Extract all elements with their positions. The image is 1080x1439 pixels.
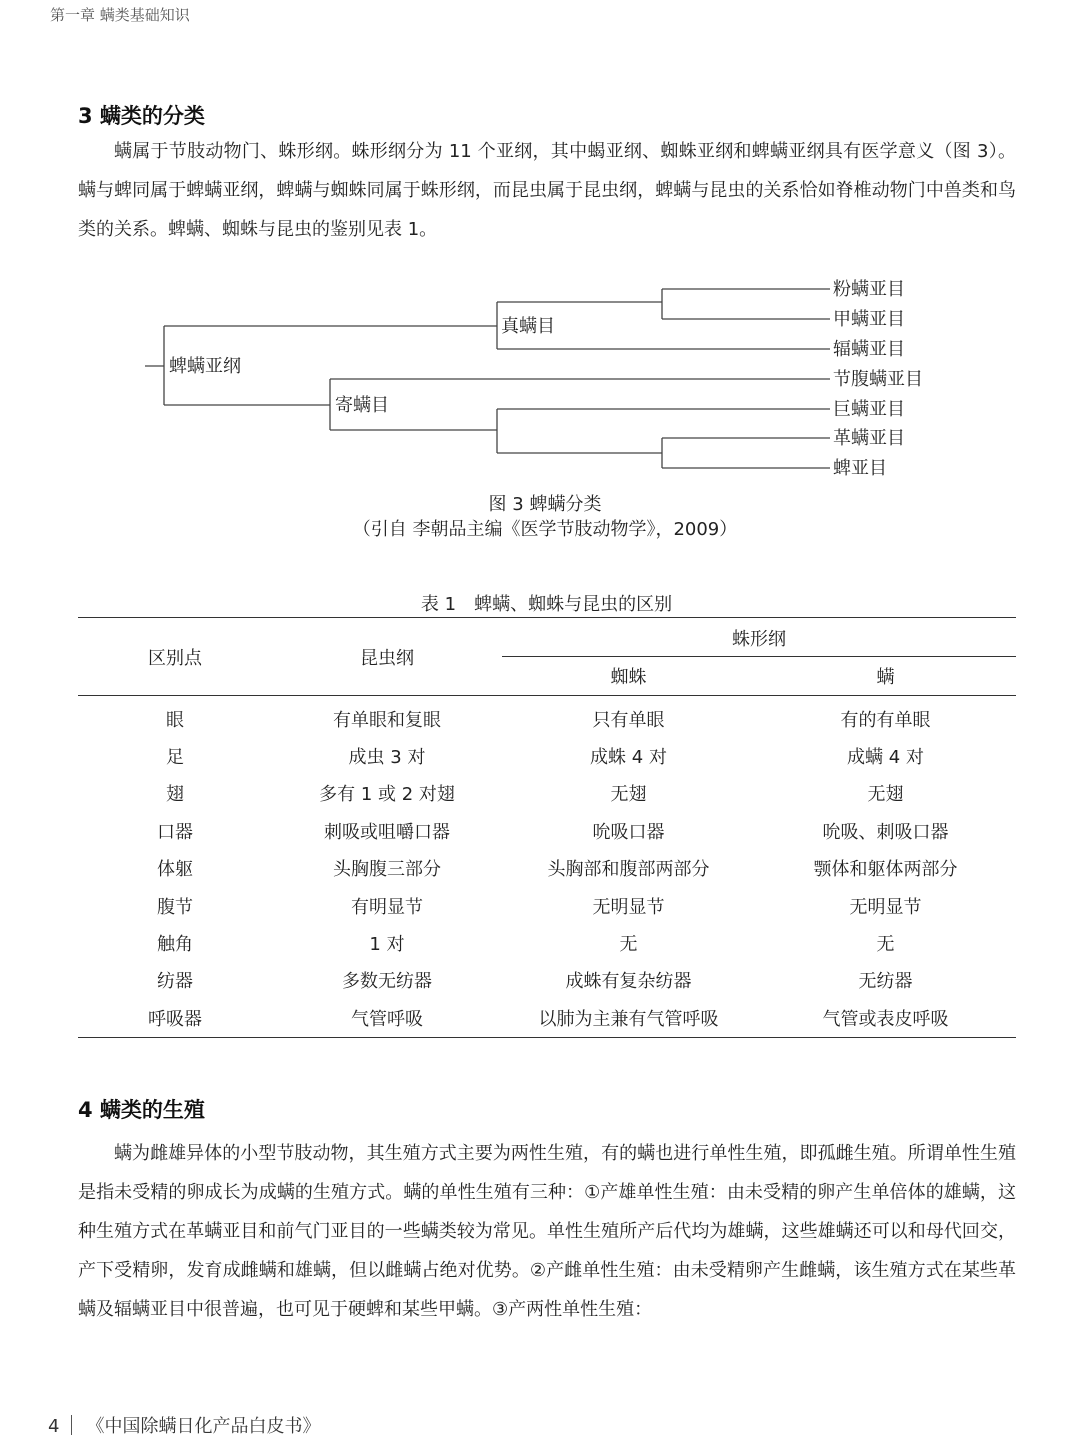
tree-order-1-label: 真螨目	[501, 316, 555, 337]
table-cell: 气管或表皮呼吸	[755, 999, 1016, 1037]
tree-order-2-label: 寄螨目	[335, 395, 389, 416]
tree-leaf-6: 革螨亚目	[833, 428, 905, 449]
table-cell: 颚体和躯体两部分	[813, 859, 958, 881]
table-cell: 无明显节	[592, 896, 665, 918]
tree-leaf-4: 节腹螨亚目	[833, 369, 923, 390]
table-cell: 成虫 3 对	[348, 747, 426, 769]
tree-lines	[145, 289, 830, 468]
section-4-paragraph: 螨为雌雄异体的小型节肢动物，其生殖方式主要为两性生殖，有的螨也进行单性生殖，即孤雌生殖。所谓单性生殖是指未受精的卵成长为成螨的生殖方式。螨的单性生殖有三种：①产雄单性生殖：由未受精的卵产生单倍体的雄螨，这种生殖方式在革螨亚目和前气门亚目的一些螨类较为常见。单性生殖所产后代均为雄螨，这些雄螨还可以和母代回交，产下受精卵，发育成雌螨和雄螨，但以雌螨占绝对优势。②产雌单性生殖：由未受精卵产生雌螨，该生殖方式在某些革螨及辐螨亚目中很普遍，也可见于硬蜱和某些甲螨。③产两性单性生殖：	[78, 1143, 1016, 1320]
figure-caption-source: （引自 李朝品主编《医学节肢动物学》，2009）	[352, 519, 738, 540]
table-cell: 无翅	[610, 784, 647, 806]
book-title: 《中国除螨日化产品白皮书》	[86, 1416, 321, 1437]
classification-tree	[140, 270, 960, 485]
tree-leaf-7: 蜱亚目	[833, 458, 887, 479]
table-cell: 眼	[166, 709, 184, 731]
running-head: 第一章 螨类基础知识	[50, 6, 190, 24]
table-cell: 头胸部和腹部两部分	[547, 859, 710, 881]
tree-leaf-3: 辐螨亚目	[833, 339, 905, 360]
header-mite: 螨	[876, 667, 895, 688]
table-cell: 吮吸口器	[592, 821, 665, 843]
table-cell: 体躯	[157, 859, 193, 881]
table-cell: 纺器	[157, 971, 193, 993]
section-3-paragraph: 螨属于节肢动物门、蛛形纲。蛛形纲分为 11 个亚纲，其中蝎亚纲、蜘蛛亚纲和蜱螨亚纲具有医学意义（图 3）。螨与蜱同属于蜱螨亚纲，蜱螨与蜘蛛同属于蛛形纲，而昆虫属于昆虫纲，蜱螨与昆虫的关系恰如脊椎动物门中兽类和鸟类的关系。蜱螨、蜘蛛与昆虫的鉴别见表 1。	[78, 141, 1016, 240]
table-cell: 吮吸、刺吸口器	[822, 821, 949, 843]
table-cell: 无翅	[867, 784, 904, 806]
table-cell: 有单眼和复眼	[333, 709, 441, 731]
table-cell: 翅	[166, 784, 184, 806]
table-row	[78, 999, 1016, 1037]
table-cell: 1 对	[369, 934, 405, 956]
table-cell: 只有单眼	[592, 709, 665, 731]
tree-leaf-2: 甲螨亚目	[833, 309, 905, 330]
tree-leaf-5: 巨螨亚目	[833, 399, 905, 420]
header-point: 区别点	[148, 647, 202, 669]
table-cell: 有明显节	[351, 896, 423, 918]
table-row	[78, 962, 1016, 999]
table-cell: 口器	[157, 821, 193, 843]
table-row	[78, 775, 1016, 812]
table-cell: 成螨 4 对	[847, 747, 924, 769]
section-4-title: 4 螨类的生殖	[78, 1098, 205, 1122]
table-cell: 有的有单眼	[840, 709, 931, 731]
table-cell: 头胸腹三部分	[333, 859, 441, 881]
table-row	[78, 924, 1016, 961]
table-cell: 刺吸或咀嚼口器	[324, 821, 450, 843]
table-cell: 呼吸器	[78, 999, 272, 1037]
table-cell: 成蛛有复杂纺器	[565, 971, 692, 993]
tree-root-label: 蜱螨亚纲	[169, 356, 241, 377]
table-cell: 触角	[157, 934, 193, 956]
table-cell: 以肺为主兼有气管呼吸	[502, 999, 755, 1037]
page-footer	[48, 1412, 320, 1438]
section-3-title: 3 螨类的分类	[78, 104, 205, 128]
table-cell: 足	[166, 747, 184, 769]
table-row	[78, 696, 1016, 738]
comparison-table	[78, 617, 1016, 1038]
header-arachnid: 蛛形纲	[502, 618, 1016, 658]
table-row	[78, 850, 1016, 887]
table-row	[78, 887, 1016, 924]
table-cell: 无明显节	[849, 896, 922, 918]
table-cell: 腹节	[157, 896, 193, 918]
header-spider: 蜘蛛	[610, 667, 647, 688]
header-insect: 昆虫纲	[360, 647, 414, 669]
table-cell: 成蛛 4 对	[590, 747, 667, 769]
table-cell: 无	[619, 934, 638, 956]
footer-separator	[71, 1415, 72, 1435]
table-cell: 多数无纺器	[342, 971, 432, 993]
table-row	[78, 812, 1016, 849]
page-number: 4	[48, 1416, 60, 1437]
table-cell: 多有 1 或 2 对翅	[319, 784, 455, 806]
table-cell: 无纺器	[858, 971, 913, 993]
table-row	[78, 737, 1016, 774]
table-cell: 气管呼吸	[272, 999, 502, 1037]
table-caption: 表 1 蜱螨、蜘蛛与昆虫的区别	[420, 594, 673, 615]
tree-leaf-1: 粉螨亚目	[833, 279, 905, 300]
table-cell: 无	[876, 934, 895, 956]
figure-caption-title: 图 3 蜱螨分类	[488, 494, 602, 515]
